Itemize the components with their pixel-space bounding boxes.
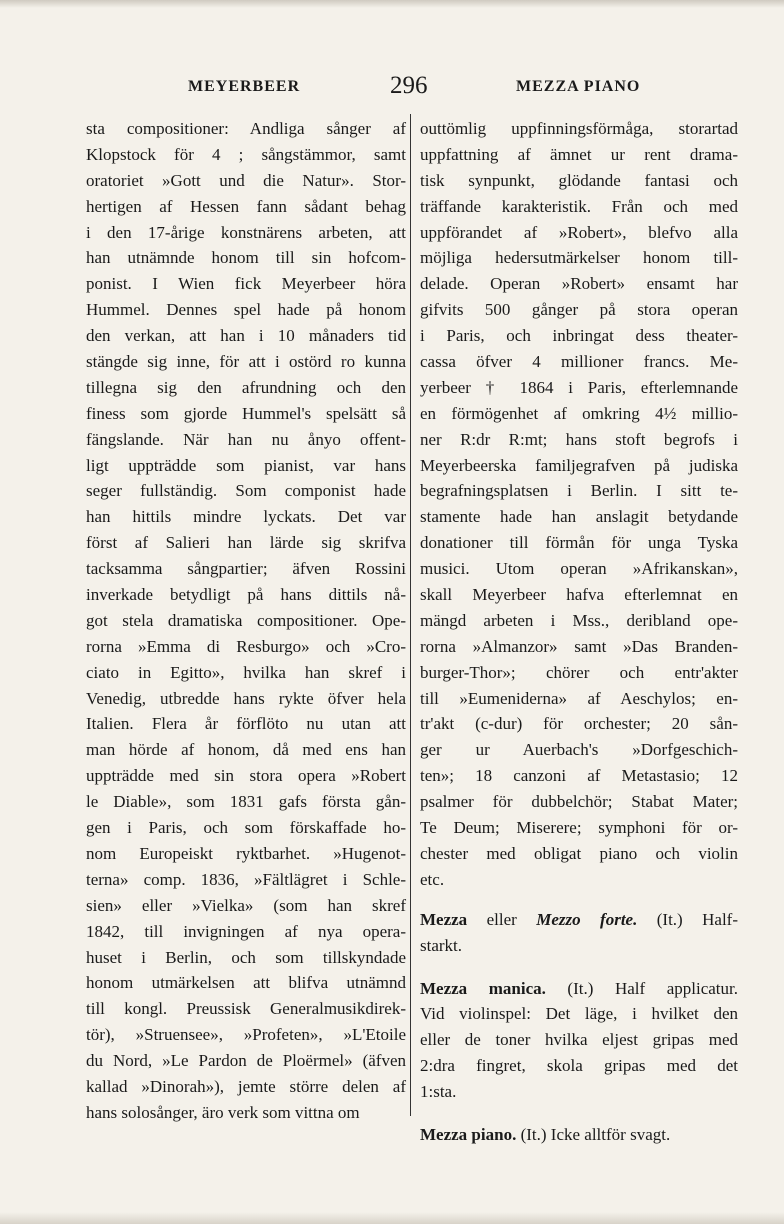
text-line: chester med obligat piano och violin [420,843,738,863]
column-divider [410,114,411,1116]
text-line: donationer till förmån för unga Tyska [420,533,738,553]
text-line: ger ur Auerbach's »Dorfgeschich- [420,740,738,760]
entry-mezza-piano [420,1122,738,1148]
text-line: rorna »Almanzor» samt »Das Branden- [420,636,738,656]
text-line: psalmer för dubbelchör; Stabat Mater; [420,792,738,812]
running-head-right: MEZZA PIANO [516,78,641,95]
text-line: outtömlig uppfinningsförmåga, storartad [420,119,738,138]
spacer [420,959,738,976]
text-line: ligt uppträdde som pianist, var hans [86,455,406,475]
text-line: got stela dramatiska compositioner. Ope- [86,610,406,630]
text-line: inverkade betydligt på hans dittils nå- [86,585,406,605]
text-line: kallad »Dinorah»), jemte större delen af [86,1076,406,1096]
text-line: ciato in Egitto», hvilka han skref i [86,662,406,682]
running-head-left: MEYERBEER [188,78,301,95]
text-line: huset i Berlin, och som tillskyndade [86,947,406,967]
text-line: burger-Thor»; chörer och entr'akter [420,662,738,682]
entry-text: (It.) Icke alltför svagt. [516,1124,671,1144]
text-line: uppträdde med sin stora opera »Robert [86,766,406,786]
page-edge-bottom [0,1212,784,1224]
text-line: skall Meyerbeer hafva efterlemnat en [420,585,738,605]
text-line: 1842, till invigningen af nya opera- [86,921,406,941]
text-line: till kongl. Preussisk Generalmusikdirek- [86,999,406,1019]
text-line: finess som gjorde Hummel's spelsätt så [86,403,406,423]
text-line: hans solosånger, äro verk som vittna om [86,1102,360,1122]
text-line: yerbeer † 1864 i Paris, efterlemnande [420,377,738,397]
text-line: rorna »Emma di Resburgo» och »Cro- [86,636,406,656]
text-line: Meyerbeerska familjegrafven på judiska [420,455,738,475]
text-line: tacksamma sångpartier; äfven Rossini [86,559,406,579]
text-line: Italien. Flera år förflöto nu utan att [86,714,406,734]
entry-line: 2:dra fingret, skola gripas med det [420,1056,738,1076]
text-line: ner R:dr R:mt; hans stoft begrofs i [420,429,738,449]
text-line: tillegna sig den afrundning och den [86,377,406,397]
text-line: han utnämnde honom till sin hofcom- [86,248,406,268]
text-line: du Nord, »Le Pardon de Ploërmel» (äfven [86,1051,406,1071]
text-line: stängde sig inne, för att i ostörd ro kunna [86,352,406,372]
text-line: Te Deum; Miserere; symphoni för or- [420,818,738,838]
text-line: i Paris, och inbringat dess theater- [420,326,738,346]
text-line: uppfattning af ämnet ur rent drama- [420,144,738,164]
page-edge-top [0,0,784,8]
entry-term: Mezza manica. [420,978,546,998]
running-head [84,72,738,106]
text-line: tör), »Struensee», »Profeten», »L'Etoile [86,1025,406,1045]
text-line: ten»; 18 canzoni af Metastasio; 12 [420,766,738,786]
text-line: le Diable», som 1831 gafs första gån- [86,792,406,812]
spacer [420,893,738,907]
text-line: gifvits 500 gånger på stora operan [420,300,738,320]
text-line: stamente hade han anslagit betydande [420,507,738,527]
text-line: i den 17-årige konstnärens arbeten, att [86,222,406,242]
text-line: ponist. I Wien fick Meyerbeer höra [86,274,406,294]
entry-italic: Mezzo forte. [536,909,638,929]
text-line: Klopstock för 4 ; sångstämmor, samt [86,144,406,164]
spacer [420,1105,738,1122]
text-line: gen i Paris, och som förskaffade ho- [86,818,406,838]
text-line: han hittils mindre lyckats. Det var [86,507,406,527]
entry-line: Vid violinspel: Det läge, i hvilket den [420,1004,738,1024]
text-line: sta compositioner: Andliga sånger af [86,119,406,138]
text-line: honom utmärkelsen att blifva utnämnd [86,973,406,993]
text-line: sien» eller »Vielka» (som han skref [86,895,406,915]
text-line: man hörde af honom, då med ens han [86,740,406,760]
entry-mezza [420,907,738,959]
entry-line [420,976,738,1002]
text-line: seger fullständig. Som componist hade [86,481,406,501]
text-line: möjliga hedersutmärkelser honom till- [420,248,738,268]
text-line: uppförandet af »Robert», blefvo alla [420,222,738,242]
entry-line [420,907,738,933]
text-line: terna» comp. 1836, »Fältlägret i Schle- [86,869,406,889]
text-line: oratoriet »Gott und die Natur». Stor- [86,170,406,190]
entry-mezza-manica [420,976,738,1105]
entry-text: (It.) Half applicatur. [545,978,738,998]
text-line: etc. [420,869,445,889]
entry-line: eller de toner hvilka eljest gripas med [420,1030,738,1050]
right-column [420,116,738,1148]
left-column [86,116,406,1126]
entry-line: starkt. [420,935,463,955]
entry-text: eller [486,909,537,929]
text-line: musici. Utom operan »Afrikanskan», [420,559,738,579]
text-line: nom Europeiskt ryktbarhet. »Hugenot- [86,843,406,863]
text-line: träffande karakteristik. Från och med [420,196,738,216]
text-line: tr'akt (c-dur) för orchester; 20 sån- [420,714,738,734]
text-line: hertigen af Hessen fann sådant behag [86,196,406,216]
text-line: mängd arbeten i Mss., deribland ope- [420,610,738,630]
entry-term: Mezza piano. [420,1124,517,1144]
text-line: den verkan, att han i 10 månaders tid [86,326,406,346]
text-line: Venedig, utbredde hans rykte öfver hela [86,688,406,708]
entry-line [420,1122,738,1148]
right-column-body [420,116,738,893]
entry-line: 1:sta. [420,1082,457,1102]
text-line: till »Eumeniderna» af Aeschylos; en- [420,688,738,708]
page-number: 296 [390,72,428,99]
text-line: cassa öfver 4 millioner francs. Me- [420,352,738,372]
text-line: fängslande. När han nu ånyo offent- [86,429,406,449]
entry-term: Mezza [420,909,468,929]
text-line: tisk synpunkt, glödande fantasi och [420,170,738,190]
text-line: en förmögenhet af omkring 4½ millio- [420,403,738,423]
entry-text: (It.) Half- [637,909,738,929]
text-line: först af Salieri han lärde sig skrifva [86,533,406,553]
text-line: Hummel. Dennes spel hade på honom [86,300,406,320]
text-line: begrafningsplatsen i Berlin. I sitt te- [420,481,738,501]
text-line: delade. Operan »Robert» ensamt har [420,274,738,294]
